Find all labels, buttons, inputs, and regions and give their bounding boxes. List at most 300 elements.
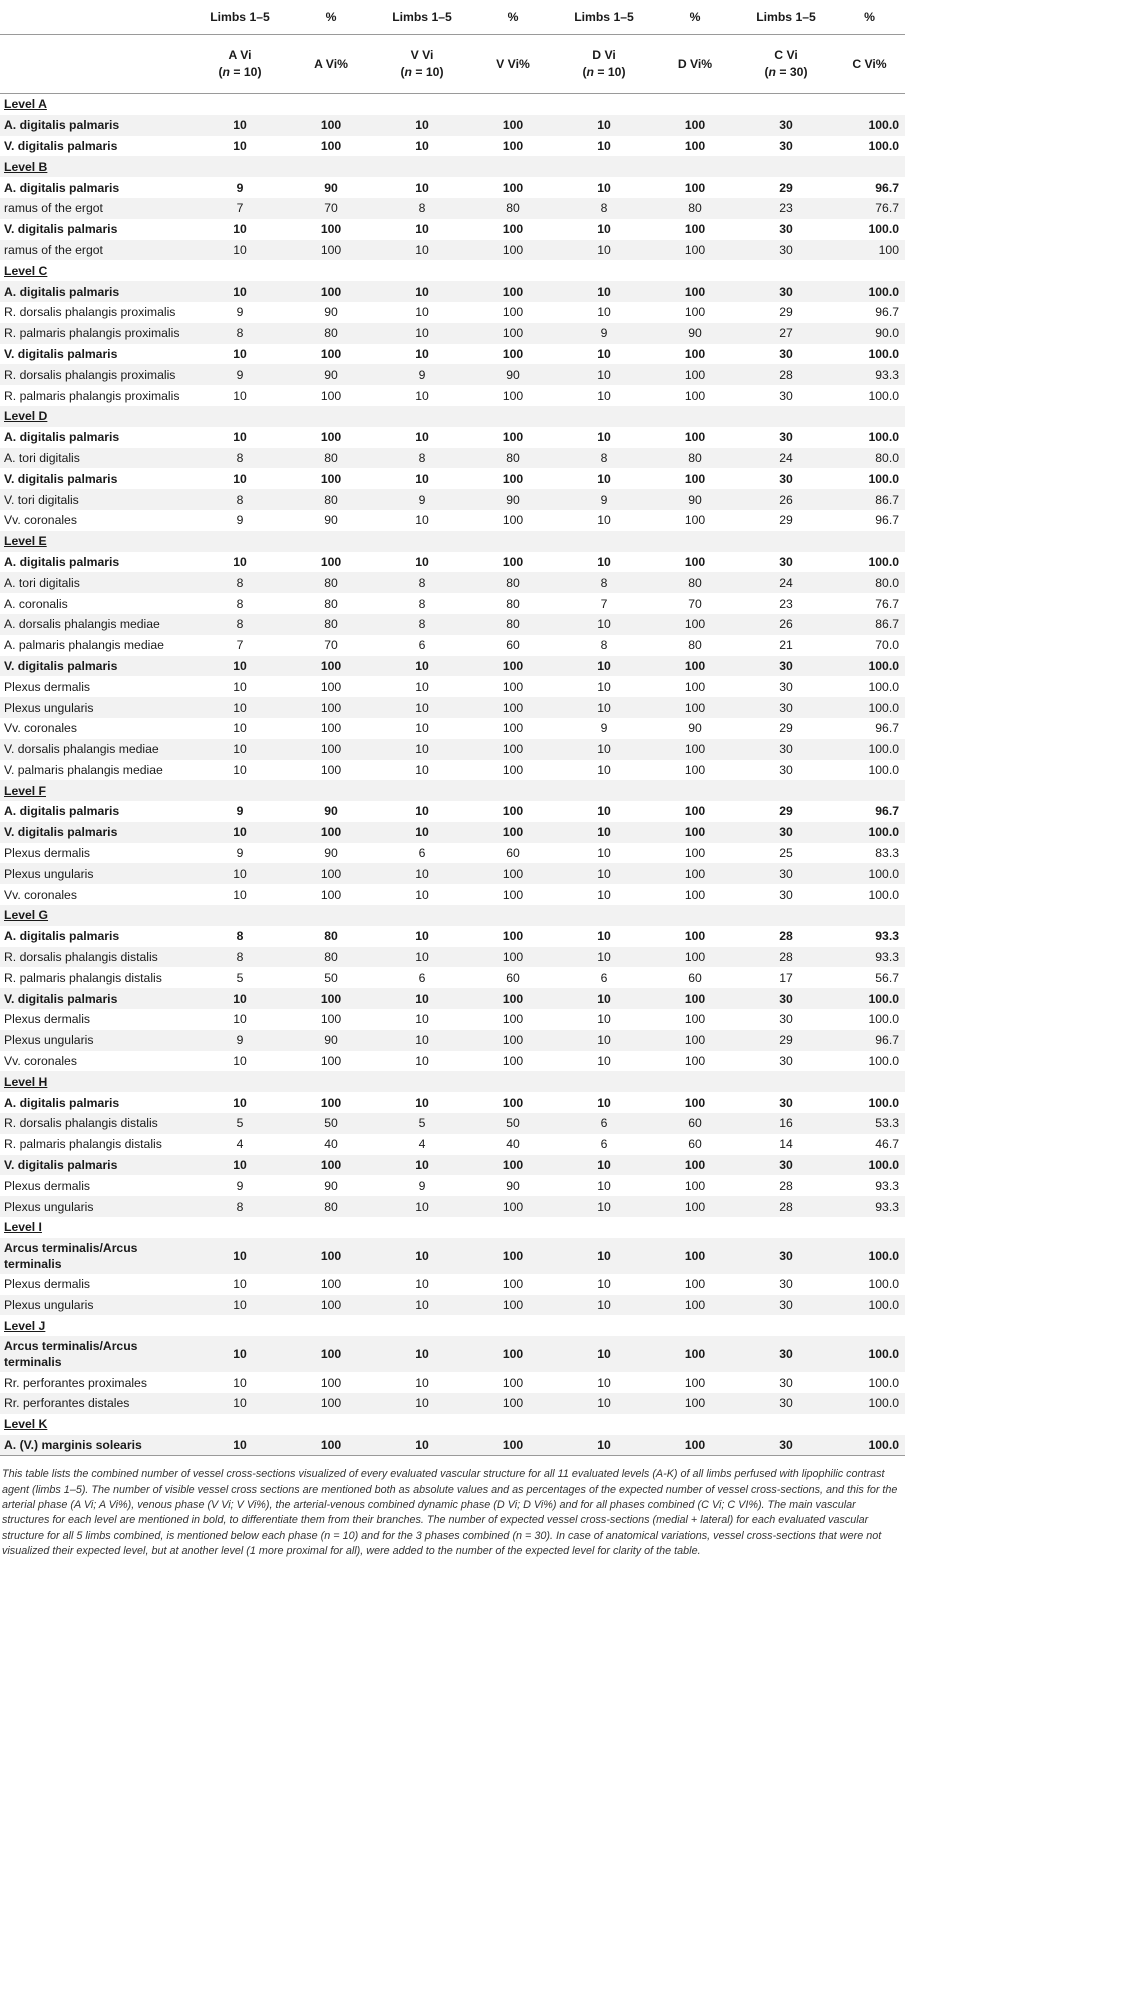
vessel-name-cell: A. digitalis palmaris <box>4 180 120 195</box>
value-cell: 80.0 <box>834 572 905 593</box>
table-row <box>0 988 905 1009</box>
table-row <box>0 926 905 947</box>
value-cell: 10 <box>556 281 652 302</box>
header-cell: % <box>507 10 519 24</box>
value-cell: 30 <box>738 1295 834 1316</box>
value-cell: 100 <box>320 388 342 403</box>
value-cell: 10 <box>415 388 429 403</box>
table-row <box>0 676 905 697</box>
value-cell: 10 <box>415 1054 429 1069</box>
sample-size: (n = 10) <box>400 65 444 79</box>
value-cell: 80 <box>288 572 374 593</box>
value-cell: 100 <box>502 1054 524 1069</box>
value-cell: 10 <box>597 1277 611 1292</box>
value-cell: 10 <box>192 281 288 302</box>
value-cell: 100 <box>470 697 556 718</box>
value-cell: 100 <box>652 1295 738 1316</box>
value-cell: 100.0 <box>834 863 905 884</box>
table-row <box>0 115 905 136</box>
value-cell: 100 <box>684 346 706 361</box>
value-cell: 80 <box>470 614 556 635</box>
level-heading: Level A <box>4 97 47 112</box>
value-cell: 80 <box>652 448 738 469</box>
value-cell: 26 <box>738 614 834 635</box>
value-cell: 80 <box>470 198 556 219</box>
value-cell: 80 <box>288 323 374 344</box>
value-cell: 100 <box>470 739 556 760</box>
value-cell: 10 <box>374 697 470 718</box>
value-cell: 90 <box>324 180 338 195</box>
table-row <box>0 240 905 261</box>
value-cell: 10 <box>415 222 429 237</box>
level-heading: Level D <box>0 406 905 427</box>
value-cell: 100.0 <box>834 739 905 760</box>
header-cell: Limbs 1–5 <box>574 10 634 24</box>
value-cell: 100 <box>502 887 524 902</box>
vessel-name-cell: Plexus dermalis <box>4 1178 91 1193</box>
table-row <box>0 1155 905 1176</box>
value-cell: 28 <box>738 947 834 968</box>
value-cell: 30 <box>738 1238 834 1274</box>
value-cell: 10 <box>415 430 429 445</box>
value-cell: 100 <box>288 656 374 677</box>
value-cell: 100 <box>502 138 524 153</box>
value-cell: 100 <box>502 305 524 320</box>
value-cell: 6 <box>418 970 426 985</box>
value-cell: 90 <box>324 804 338 819</box>
value-cell: 9 <box>192 364 288 385</box>
value-cell: 30 <box>738 697 834 718</box>
table-row <box>0 489 905 510</box>
value-cell: 100 <box>288 822 374 843</box>
header-cell: Limbs 1–5 <box>210 10 270 24</box>
value-cell: 10 <box>597 346 611 361</box>
value-cell: 93.3 <box>875 1178 899 1193</box>
value-cell: 30 <box>738 822 834 843</box>
value-cell: 100 <box>652 1155 738 1176</box>
value-cell: 10 <box>192 697 288 718</box>
table-row <box>0 947 905 968</box>
value-cell: 10 <box>374 1393 470 1414</box>
vessel-name-cell: V. digitalis palmaris <box>0 988 192 1009</box>
value-cell: 100 <box>502 346 524 361</box>
vessel-name-cell: V. dorsalis phalangis mediae <box>0 739 192 760</box>
value-cell: 100.0 <box>834 1336 905 1372</box>
value-cell: 100 <box>470 1295 556 1316</box>
value-cell: 8 <box>600 638 608 653</box>
table-row <box>0 593 905 614</box>
value-cell: 5 <box>374 1113 470 1134</box>
table-row <box>0 385 905 406</box>
value-cell: 100.0 <box>868 471 899 486</box>
header-phase-cell: C Vi (n = 30) <box>764 48 808 79</box>
value-cell: 90 <box>688 721 702 736</box>
table-row <box>0 801 905 822</box>
value-cell: 9 <box>374 489 470 510</box>
value-cell: 100 <box>684 180 706 195</box>
sample-size: (n = 10) <box>582 65 626 79</box>
header-row-phases <box>0 35 905 94</box>
value-cell: 10 <box>556 1030 652 1051</box>
value-cell: 10 <box>374 1295 470 1316</box>
value-cell: 100 <box>652 1393 738 1414</box>
value-cell: 53.3 <box>834 1113 905 1134</box>
value-cell: 10 <box>192 822 288 843</box>
value-cell: 100 <box>470 115 556 136</box>
value-cell: 80 <box>288 614 374 635</box>
vessel-name-cell: Vv. coronales <box>4 721 77 736</box>
value-cell: 5 <box>192 1113 288 1134</box>
value-cell: 10 <box>374 656 470 677</box>
value-cell: 100.0 <box>868 1012 899 1027</box>
value-cell: 100 <box>502 1012 524 1027</box>
value-cell: 10 <box>233 471 247 486</box>
value-cell: 28 <box>738 364 834 385</box>
value-cell: 100 <box>320 887 342 902</box>
value-cell: 80 <box>652 198 738 219</box>
value-cell: 10 <box>415 305 429 320</box>
value-cell: 8 <box>556 572 652 593</box>
level-heading-row <box>0 156 905 177</box>
value-cell: 100 <box>684 929 706 944</box>
value-cell: 10 <box>192 115 288 136</box>
value-cell: 100 <box>320 1277 342 1292</box>
value-cell: 9 <box>236 846 244 861</box>
value-cell: 6 <box>418 846 426 861</box>
value-cell: 9 <box>556 323 652 344</box>
value-cell: 96.7 <box>834 1030 905 1051</box>
value-cell: 100 <box>652 115 738 136</box>
value-cell: 100 <box>652 281 738 302</box>
value-cell: 25 <box>779 846 793 861</box>
value-cell: 50 <box>288 1113 374 1134</box>
table-row <box>0 1113 905 1134</box>
value-cell: 100 <box>288 240 374 261</box>
value-cell: 10 <box>415 554 429 569</box>
value-cell: 30 <box>738 240 834 261</box>
vessel-name-cell: Vv. coronales <box>4 513 77 528</box>
value-cell: 100 <box>320 471 342 486</box>
table-row <box>0 1274 905 1295</box>
value-cell: 26 <box>738 489 834 510</box>
value-cell: 100 <box>652 1238 738 1274</box>
value-cell: 10 <box>597 554 611 569</box>
header-cell: % <box>864 10 875 24</box>
value-cell: 8 <box>236 596 244 611</box>
value-cell: 29 <box>779 305 793 320</box>
table-row <box>0 364 905 385</box>
table-row <box>0 552 905 573</box>
value-cell: 100 <box>288 1435 374 1456</box>
value-cell: 10 <box>374 863 470 884</box>
value-cell: 100 <box>652 1196 738 1217</box>
value-cell: 100 <box>502 762 524 777</box>
value-cell: 100.0 <box>834 1295 905 1316</box>
value-cell: 5 <box>236 970 244 985</box>
value-cell: 100 <box>652 1435 738 1456</box>
value-cell: 10 <box>374 1435 470 1456</box>
value-cell: 96.7 <box>875 513 899 528</box>
level-heading-row <box>0 406 905 427</box>
table-row <box>0 718 905 739</box>
value-cell: 100 <box>684 513 706 528</box>
vessel-name-cell: R. palmaris phalangis distalis <box>4 970 162 985</box>
value-cell: 100 <box>288 739 374 760</box>
value-cell: 30 <box>779 1095 793 1110</box>
value-cell: 30 <box>779 554 793 569</box>
vessel-name-cell: V. digitalis palmaris <box>4 138 118 153</box>
value-cell: 9 <box>418 1178 426 1193</box>
value-cell: 10 <box>374 947 470 968</box>
value-cell: 76.7 <box>875 596 899 611</box>
value-cell: 100 <box>684 1054 706 1069</box>
value-cell: 9 <box>236 804 244 819</box>
value-cell: 80 <box>288 947 374 968</box>
level-heading-row <box>0 260 905 281</box>
value-cell: 30 <box>779 138 793 153</box>
value-cell: 56.7 <box>875 970 899 985</box>
level-heading-row <box>0 780 905 801</box>
vessel-name-cell: Vv. coronales <box>4 1054 77 1069</box>
value-cell: 30 <box>738 1155 834 1176</box>
value-cell: 10 <box>556 697 652 718</box>
value-cell: 100 <box>288 1238 374 1274</box>
value-cell: 29 <box>779 180 793 195</box>
table-row <box>0 427 905 448</box>
vessel-name-cell: A. (V.) marginis solearis <box>0 1435 192 1456</box>
value-cell: 80 <box>470 448 556 469</box>
value-cell: 30 <box>779 471 793 486</box>
value-cell: 10 <box>233 1095 247 1110</box>
vessel-name-cell: Arcus terminalis/Arcus terminalis <box>0 1238 192 1274</box>
value-cell: 10 <box>415 1277 429 1292</box>
table-row <box>0 843 905 864</box>
value-cell: 9 <box>236 305 244 320</box>
value-cell: 10 <box>597 762 611 777</box>
value-cell: 100 <box>502 388 524 403</box>
value-cell: 10 <box>556 1196 652 1217</box>
value-cell: 10 <box>192 240 288 261</box>
value-cell: 70 <box>324 638 338 653</box>
value-cell: 10 <box>415 804 429 819</box>
value-cell: 10 <box>233 1277 247 1292</box>
value-cell: 10 <box>556 1238 652 1274</box>
value-cell: 90 <box>324 513 338 528</box>
value-cell: 100 <box>652 988 738 1009</box>
value-cell: 30 <box>779 1054 793 1069</box>
vessel-name-cell: A. digitalis palmaris <box>4 430 120 445</box>
value-cell: 10 <box>556 656 652 677</box>
value-cell: 30 <box>738 739 834 760</box>
value-cell: 50 <box>324 970 338 985</box>
value-cell: 8 <box>236 929 244 944</box>
vessel-name-cell: R. dorsalis phalangis proximalis <box>0 364 192 385</box>
value-cell: 10 <box>597 1178 611 1193</box>
value-cell: 86.7 <box>834 614 905 635</box>
value-cell: 100.0 <box>834 115 905 136</box>
value-cell: 10 <box>192 1336 288 1372</box>
value-cell: 70 <box>288 198 374 219</box>
value-cell: 100 <box>320 346 342 361</box>
value-cell: 8 <box>192 448 288 469</box>
value-cell: 100 <box>288 863 374 884</box>
vessel-name-cell: R. dorsalis phalangis proximalis <box>4 305 176 320</box>
value-cell: 10 <box>374 1336 470 1372</box>
value-cell: 10 <box>597 804 611 819</box>
table-row <box>0 697 905 718</box>
value-cell: 100 <box>470 656 556 677</box>
table-row <box>0 448 905 469</box>
header-cell <box>0 0 192 35</box>
level-heading-row <box>0 1315 905 1336</box>
value-cell: 10 <box>597 430 611 445</box>
value-cell: 100 <box>502 1095 524 1110</box>
value-cell: 7 <box>600 596 608 611</box>
vessel-name-cell: ramus of the ergot <box>0 198 192 219</box>
value-cell: 8 <box>556 448 652 469</box>
vessel-name-cell: A. digitalis palmaris <box>0 115 192 136</box>
level-heading-row <box>0 1414 905 1435</box>
value-cell: 4 <box>236 1137 244 1152</box>
value-cell: 8 <box>192 323 288 344</box>
value-cell: 30 <box>738 1435 834 1456</box>
table-footnote: This table lists the combined number of vessel cross-sections visualized of every evaluated vascular structure for all 11 evaluated levels (A-K) of all limbs perfused with lipophilic contrast agent (limbs 1–5). The number of visible vessel cross sections are mentioned both as absolute values and as percentages of the expected number of vessel cross-sections, and this for the arterial phase (A Vi; A Vi%), venous phase (V Vi; V Vi%), the arterial-venous combined dynamic phase (D Vi; D Vi%) and for all phases combined (C Vi; C VI%). The main vascular structures for each level are mentioned in bold, to differentiate them from their branches. The number of expected vessel cross-sections (medial + lateral) for each evaluated vascular structure for all 5 limbs combined, is mentioned below each phase (n = 10) and for the 3 phases combined (n = 30). In case of anatomical variations, vessel cross-sections that were not visualized their expected level, but at another level (1 more proximal for all), were added to the number of the expected level for clarity of the table. <box>2 1468 898 1557</box>
table-row <box>0 198 905 219</box>
value-cell: 8 <box>192 1196 288 1217</box>
value-cell: 100 <box>288 1393 374 1414</box>
value-cell: 30 <box>779 1375 793 1390</box>
value-cell: 30 <box>779 346 793 361</box>
value-cell: 90 <box>324 305 338 320</box>
value-cell: 96.7 <box>875 180 899 195</box>
value-cell: 8 <box>374 572 470 593</box>
table-row <box>0 1372 905 1393</box>
value-cell: 10 <box>597 180 611 195</box>
value-cell: 6 <box>556 1113 652 1134</box>
vessel-name-cell: Plexus ungularis <box>0 863 192 884</box>
value-cell: 10 <box>556 1295 652 1316</box>
value-cell: 27 <box>738 323 834 344</box>
value-cell: 80 <box>652 572 738 593</box>
value-cell: 7 <box>192 198 288 219</box>
level-heading-row <box>0 94 905 115</box>
value-cell: 100 <box>470 281 556 302</box>
table-row <box>0 1435 905 1456</box>
value-cell: 10 <box>556 1393 652 1414</box>
value-cell: 100 <box>288 1336 374 1372</box>
value-cell: 30 <box>779 388 793 403</box>
value-cell: 60 <box>506 846 520 861</box>
value-cell: 100 <box>684 1178 706 1193</box>
level-heading: Level K <box>4 1417 48 1432</box>
value-cell: 100.0 <box>834 822 905 843</box>
value-cell: 10 <box>374 822 470 843</box>
level-heading: Level E <box>0 531 905 552</box>
value-cell: 10 <box>415 679 429 694</box>
vessel-name-cell: Rr. perforantes proximales <box>4 1375 147 1390</box>
value-cell: 10 <box>374 739 470 760</box>
value-cell: 10 <box>192 1155 288 1176</box>
value-cell: 10 <box>556 614 652 635</box>
value-cell: 100 <box>652 240 738 261</box>
value-cell: 10 <box>233 1375 247 1390</box>
value-cell: 100 <box>652 739 738 760</box>
value-cell: 10 <box>233 346 247 361</box>
value-cell: 100 <box>320 1012 342 1027</box>
level-heading: Level G <box>0 905 905 926</box>
table-row <box>0 967 905 988</box>
value-cell: 10 <box>415 513 429 528</box>
value-cell: 6 <box>418 638 426 653</box>
value-cell: 8 <box>192 572 288 593</box>
value-cell: 10 <box>597 929 611 944</box>
value-cell: 10 <box>415 1095 429 1110</box>
value-cell: 10 <box>597 1375 611 1390</box>
value-cell: 100 <box>684 1277 706 1292</box>
value-cell: 10 <box>597 1054 611 1069</box>
value-cell: 100 <box>288 115 374 136</box>
value-cell: 30 <box>779 430 793 445</box>
value-cell: 100.0 <box>868 1277 899 1292</box>
level-heading-row <box>0 1217 905 1238</box>
value-cell: 100 <box>288 281 374 302</box>
value-cell: 10 <box>597 138 611 153</box>
value-cell: 100 <box>502 679 524 694</box>
value-cell: 100 <box>684 471 706 486</box>
table-row <box>0 1092 905 1113</box>
vessel-name-cell: A. digitalis palmaris <box>0 281 192 302</box>
value-cell: 30 <box>738 115 834 136</box>
value-cell: 10 <box>374 988 470 1009</box>
value-cell: 8 <box>374 448 470 469</box>
value-cell: 8 <box>374 198 470 219</box>
value-cell: 8 <box>192 947 288 968</box>
value-cell: 10 <box>556 863 652 884</box>
value-cell: 60 <box>652 1113 738 1134</box>
table-row <box>0 1134 905 1155</box>
value-cell: 29 <box>779 804 793 819</box>
value-cell: 100 <box>320 430 342 445</box>
value-cell: 100.0 <box>868 679 899 694</box>
table-row <box>0 344 905 365</box>
value-cell: 100 <box>470 1030 556 1051</box>
header-cell: Limbs 1–5 <box>756 10 816 24</box>
value-cell: 80 <box>470 572 556 593</box>
level-heading: Level F <box>0 780 905 801</box>
header-phase-cell: V Vi (n = 10) <box>400 48 444 79</box>
vessel-name-cell: V. digitalis palmaris <box>0 822 192 843</box>
value-cell: 90 <box>470 364 556 385</box>
value-cell: 100 <box>684 762 706 777</box>
value-cell: 100 <box>502 804 524 819</box>
value-cell: 100 <box>652 656 738 677</box>
value-cell: 7 <box>236 638 244 653</box>
value-cell: 10 <box>192 739 288 760</box>
value-cell: 100 <box>684 679 706 694</box>
value-cell: 10 <box>556 947 652 968</box>
value-cell: 70 <box>688 596 702 611</box>
value-cell: 60 <box>688 970 702 985</box>
vessel-name-cell: R. dorsalis phalangis distalis <box>0 947 192 968</box>
value-cell: 10 <box>415 721 429 736</box>
table-row <box>0 468 905 489</box>
value-cell: 100 <box>684 1375 706 1390</box>
value-cell: 90.0 <box>834 323 905 344</box>
value-cell: 10 <box>556 364 652 385</box>
vessel-name-cell: R. palmaris phalangis distalis <box>4 1137 162 1152</box>
vessel-name-cell: A. coronalis <box>4 596 68 611</box>
vessel-name-cell: A. digitalis palmaris <box>4 929 120 944</box>
